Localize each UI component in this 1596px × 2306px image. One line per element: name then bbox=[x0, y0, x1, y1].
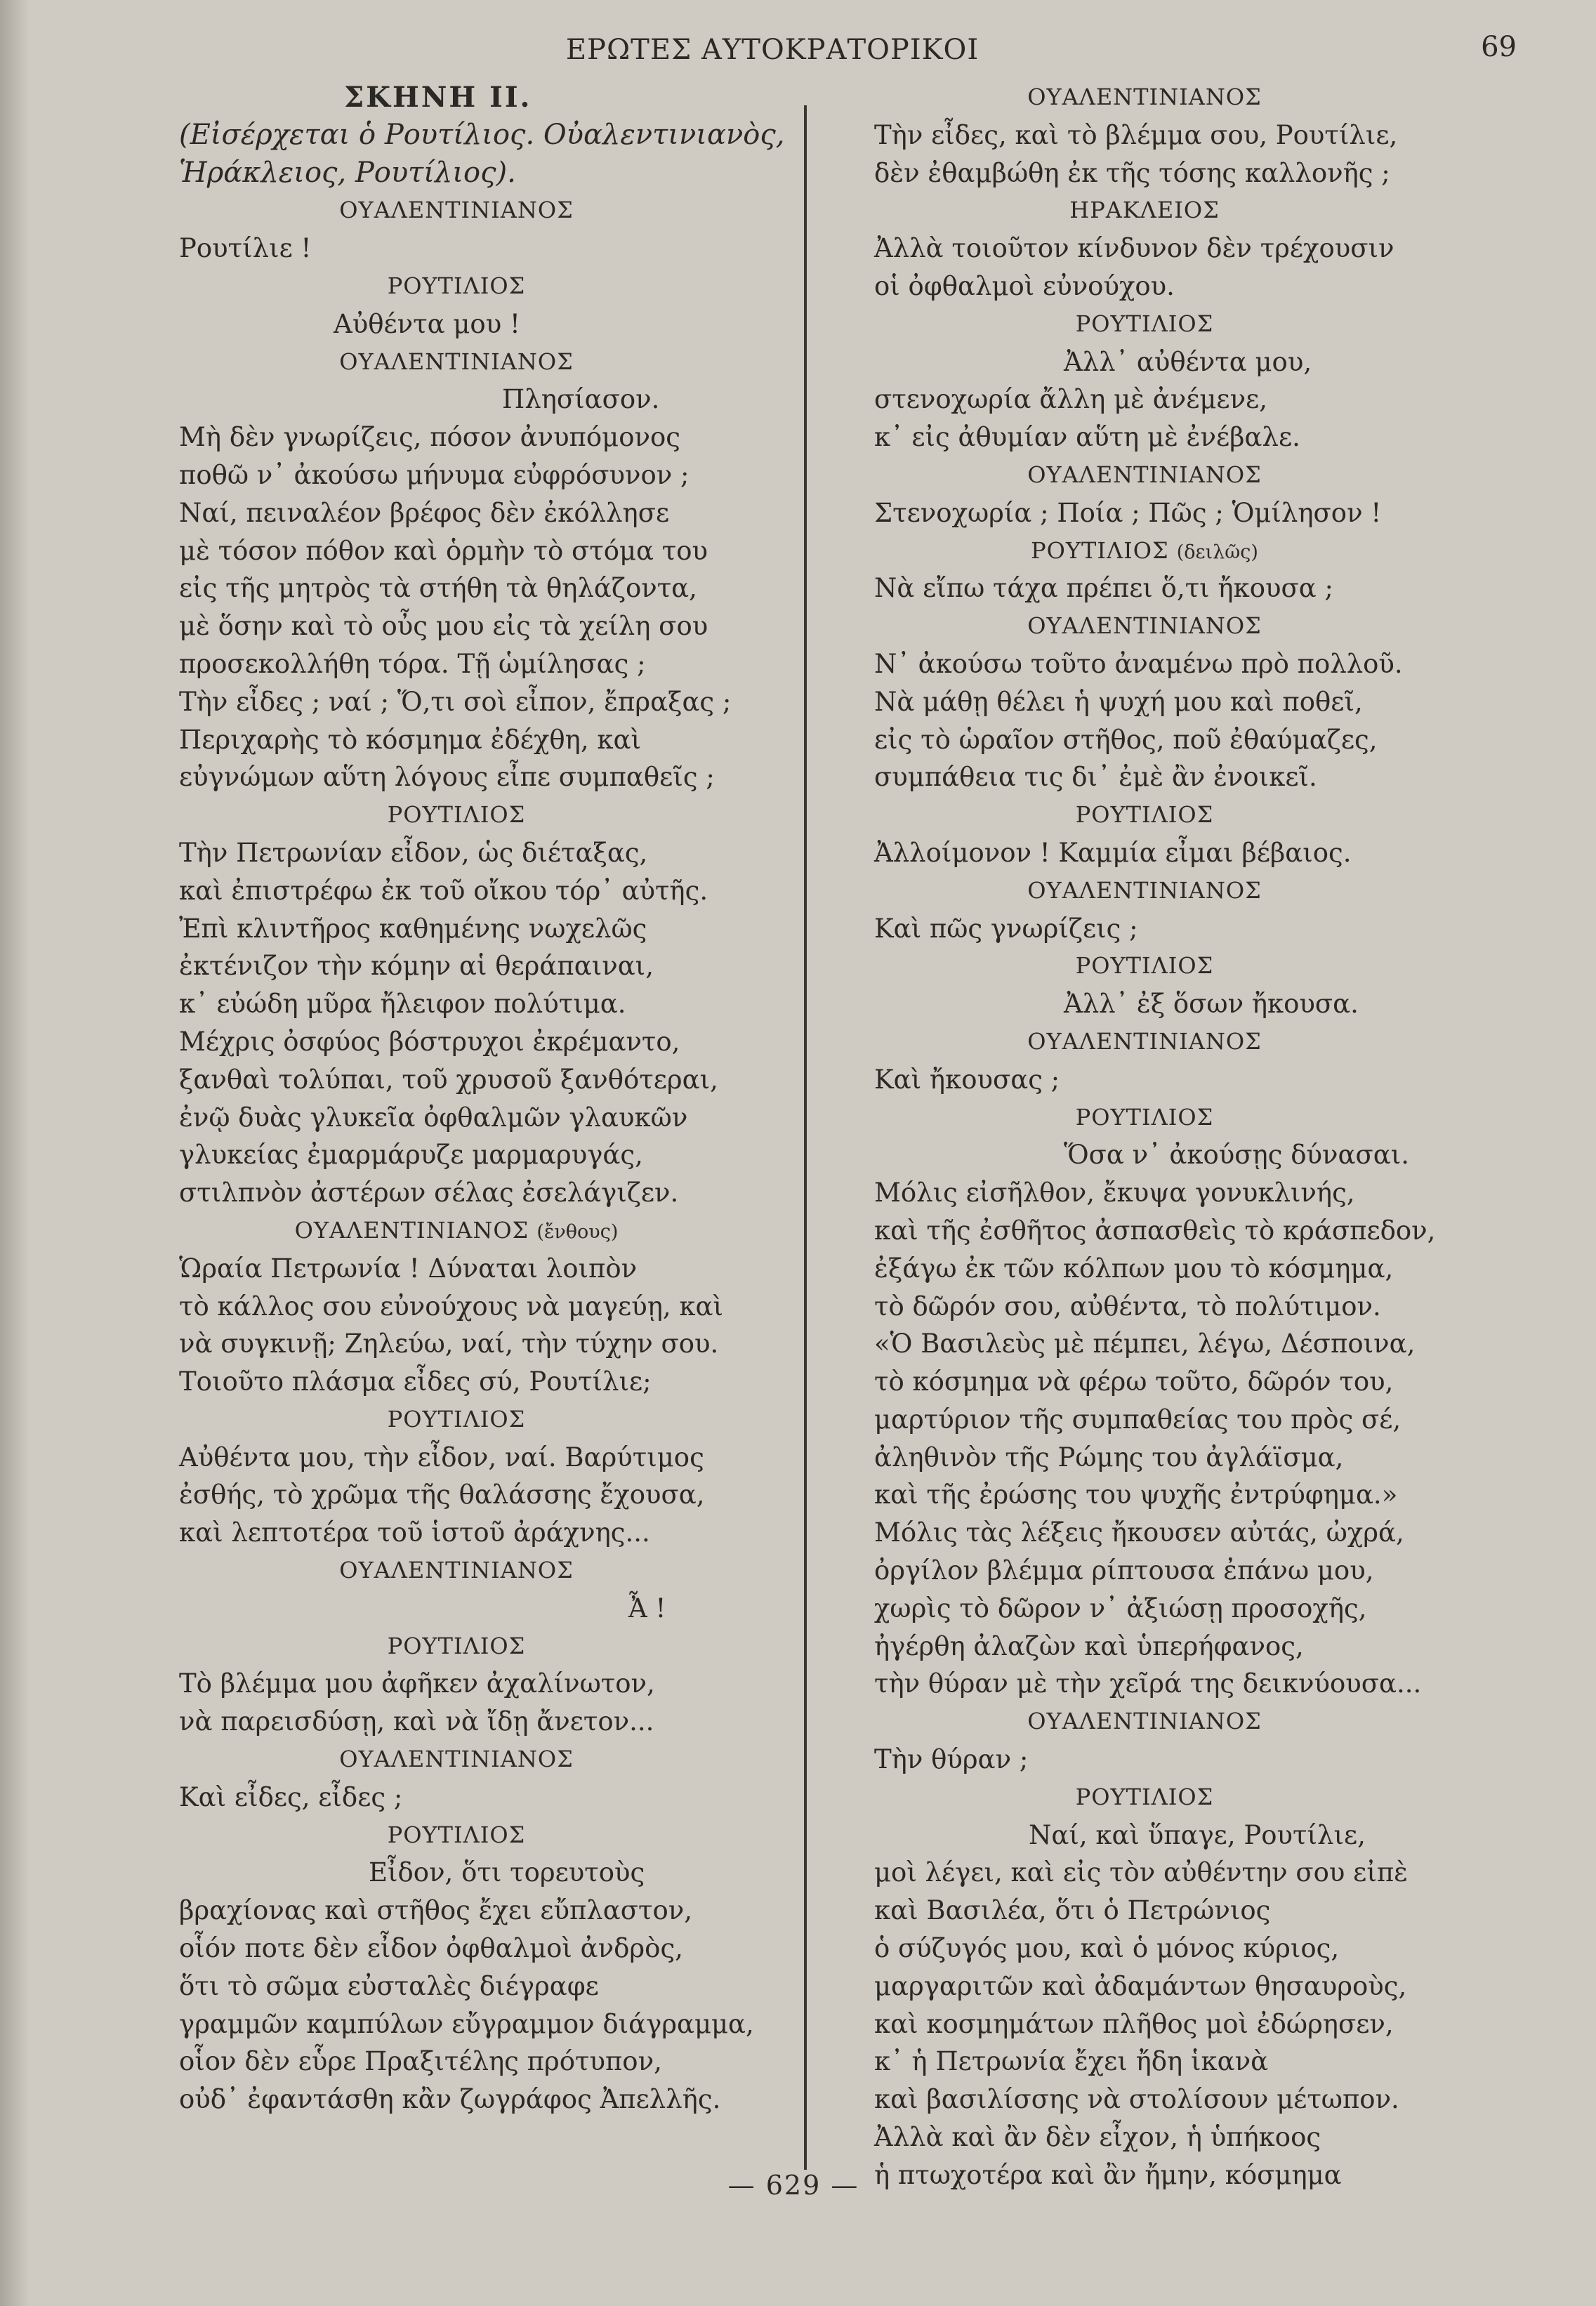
left-column bbox=[179, 79, 785, 2119]
speaker-label: ΟΥΑΛΕΝΤΙΝΙΑΝΟΣ bbox=[1027, 461, 1262, 488]
verse-line: ποθῶ ν᾿ ἀκούσω μήνυμα εὐφρόσυνον ; bbox=[179, 459, 690, 490]
speaker-label: ΟΥΑΛΕΝΤΙΝΙΑΝΟΣ bbox=[1027, 1027, 1262, 1055]
speaker-label: ΟΥΑΛΕΝΤΙΝΙΑΝΟΣ bbox=[339, 197, 574, 224]
speaker-name bbox=[179, 343, 734, 381]
column-rule bbox=[804, 105, 807, 2170]
verse-line: ἐξάγω ἐκ τῶν κόλπων μου τὸ κόσμημα, bbox=[874, 1253, 1394, 1284]
speaker-name bbox=[874, 79, 1415, 117]
speaker-label: ΟΥΑΛΕΝΤΙΝΙΑΝΟΣ bbox=[339, 348, 574, 375]
verse-line: καὶ λεπτοτέρα τοῦ ἱστοῦ ἀράχνης... bbox=[179, 1517, 650, 1548]
verse-line: Ναί, πειναλέον βρέφος δὲν ἐκόλλησε bbox=[179, 497, 670, 528]
verse-line: ἐνῷ δυὰς γλυκεῖα ὀφθαλμῶν γλαυκῶν bbox=[179, 1102, 688, 1133]
verse-line: οἷον δὲν εὗρε Πραξιτέλης πρότυπον, bbox=[179, 2046, 662, 2077]
verse-line: ἐκτένιζον τὴν κόμην αἱ θεράπαιναι, bbox=[179, 951, 654, 982]
speaker-label: ΡΟΥΤΙΛΙΟΣ bbox=[387, 272, 526, 299]
stage-direction: (Εἰσέρχεται ὁ Ρουτίλιος. Οὐαλεντινιανὸς, bbox=[179, 118, 785, 151]
verse-line: ἠγέρθη ἀλαζὼν καὶ ὑπερήφανος, bbox=[874, 1630, 1304, 1661]
speaker-name bbox=[874, 1703, 1415, 1741]
verse-line: Τοιοῦτο πλάσμα εἶδες σύ, Ρουτίλιε; bbox=[179, 1366, 652, 1397]
speaker-label: ΡΟΥΤΙΛΙΟΣ bbox=[1075, 952, 1214, 980]
verse-line: μὲ ὅσην καὶ τὸ οὖς μου εἰς τὰ χείλη σου bbox=[179, 611, 708, 642]
speaker-name bbox=[179, 192, 734, 230]
verse-line: προσεκολλήθη τόρα. Τῇ ὡμίλησας ; bbox=[179, 648, 646, 679]
verse-line: Εἶδον, ὅτι τορευτοὺς bbox=[369, 1857, 645, 1888]
verse-line: γραμμῶν καμπύλων εὔγραμμον διάγραμμα, bbox=[179, 2008, 754, 2039]
verse-line: ἡ πτωχοτέρα καὶ ἂν ἤμην, κόσμημα bbox=[874, 2159, 1342, 2190]
speaker-name bbox=[874, 796, 1415, 834]
page-number: — 629 — bbox=[727, 2170, 859, 2201]
verse-line: ὀργίλον βλέμμα ρίπτουσα ἐπάνω μου, bbox=[874, 1555, 1374, 1586]
speaker-label: ΟΥΑΛΕΝΤΙΝΙΑΝΟΣ bbox=[1027, 612, 1262, 640]
verse-line: ξανθαὶ τολύπαι, τοῦ χρυσοῦ ξανθότεραι, bbox=[179, 1064, 718, 1095]
speaker-label: ΟΥΑΛΕΝΤΙΝΙΑΝΟΣ bbox=[294, 1216, 529, 1244]
verse-line: μαρτύριον τῆς συμπαθείας του πρὸς σέ, bbox=[874, 1404, 1402, 1435]
verse-line: Αὐθέντα μου, τὴν εἶδον, ναί. Βαρύτιμος bbox=[179, 1442, 704, 1472]
verse-line: Πλησίασον. bbox=[502, 384, 660, 415]
verse-line: μὲ τόσον πόθον καὶ ὁρμὴν τὸ στόμα του bbox=[179, 535, 708, 566]
verse-line: Ἀλλοίμονον ! Καμμία εἶμαι βέβαιος. bbox=[874, 837, 1352, 868]
verse-line: Μόλις εἰσῆλθον, ἔκυψα γονυκλινής, bbox=[874, 1178, 1355, 1208]
speaker-name bbox=[874, 456, 1415, 494]
verse-line: οὐδ᾿ ἐφαντάσθη κἂν ζωγράφος Ἀπελλῆς. bbox=[179, 2084, 721, 2115]
verse-line: Μέχρις ὀσφύος βόστρυχοι ἐκρέμαντο, bbox=[179, 1026, 680, 1057]
speaker-name bbox=[874, 1779, 1415, 1817]
speaker-name bbox=[874, 192, 1415, 230]
speaker-name bbox=[874, 532, 1415, 570]
verse-line: μαργαριτῶν καὶ ἀδαμάντων θησαυροὺς, bbox=[874, 1970, 1407, 2001]
verse-line: Αὐθέντα μου ! bbox=[334, 308, 520, 339]
verse-line: οἱ ὀφθαλμοὶ εὐνούχου. bbox=[874, 270, 1175, 301]
speaker-name bbox=[179, 796, 734, 834]
verse-line: συμπάθεια τις δι᾿ ἐμὲ ἂν ἐνοικεῖ. bbox=[874, 762, 1317, 793]
verse-line: χωρὶς τὸ δῶρον ν᾿ ἀξιώσῃ προσοχῆς, bbox=[874, 1593, 1367, 1623]
verse-line: τὴν θύραν μὲ τὴν χεῖρά της δεικνύουσα... bbox=[874, 1668, 1422, 1699]
verse-line: κ᾿ εἰς ἀθυμίαν αὕτη μὲ ἐνέβαλε. bbox=[874, 422, 1300, 453]
verse-line: Τὴν Πετρωνίαν εἶδον, ὡς διέταξας, bbox=[179, 837, 648, 868]
verse-line: Καὶ πῶς γνωρίζεις ; bbox=[874, 913, 1138, 944]
verse-line: δὲν ἐθαμβώθη ἐκ τῆς τόσης καλλονῆς ; bbox=[874, 157, 1390, 188]
speaker-name bbox=[179, 1401, 734, 1439]
verse-line: ἀληθινὸν τῆς Ρώμης του ἀγλάϊσμα, bbox=[874, 1442, 1344, 1472]
verse-line: Στενοχωρία ; Ποία ; Πῶς ; Ὁμίλησον ! bbox=[874, 497, 1382, 528]
stage-direction: Ἡράκλειος, Ρουτίλιος). bbox=[179, 156, 516, 189]
speaker-label: ΡΟΥΤΙΛΙΟΣ bbox=[1031, 536, 1169, 564]
verse-line: ἐσθής, τὸ χρῶμα τῆς θαλάσσης ἔχουσα, bbox=[179, 1480, 705, 1510]
speaker-label: ΟΥΑΛΕΝΤΙΝΙΑΝΟΣ bbox=[339, 1557, 574, 1584]
verse-line: ὅτι τὸ σῶμα εὐσταλὲς διέγραφε bbox=[179, 1970, 599, 2001]
verse-line: εἰς τῆς μητρὸς τὰ στήθη τὰ θηλάζοντα, bbox=[179, 573, 697, 604]
speaker-name bbox=[874, 607, 1415, 645]
speaker-label: ΗΡΑΚΛΕΙΟΣ bbox=[1069, 197, 1220, 224]
speaker-label: ΟΥΑΛΕΝΤΙΝΙΑΝΟΣ bbox=[339, 1746, 574, 1773]
verse-line: στενοχωρία ἄλλη μὲ ἀνέμενε, bbox=[874, 384, 1268, 415]
verse-line: Τὴν εἶδες ; ναί ; Ὅ,τι σοὶ εἶπον, ἔπραξας ; bbox=[179, 686, 732, 717]
verse-line: στιλπνὸν ἀστέρων σέλας ἐσελάγιζεν. bbox=[179, 1178, 679, 1208]
speaker-label: ΟΥΑΛΕΝΤΙΝΙΑΝΟΣ bbox=[1027, 1708, 1262, 1735]
running-title: ΕΡΩΤΕΣ ΑΥΤΟΚΡΑΤΟΡΙΚΟΙ bbox=[565, 34, 980, 66]
verse-line: καὶ ἐπιστρέφω ἐκ τοῦ οἴκου τόρ᾿ αὐτῆς. bbox=[179, 875, 708, 906]
page-shadow-edge bbox=[0, 0, 29, 2306]
verse-line: εὐγνώμων αὕτη λόγους εἶπε συμπαθεῖς ; bbox=[179, 762, 715, 793]
verse-line: Ρουτίλιε ! bbox=[179, 233, 312, 264]
speaker-name bbox=[179, 1212, 734, 1250]
verse-line: νὰ συγκινῇ; Ζηλεύω, ναί, τὴν τύχην σου. bbox=[179, 1329, 719, 1359]
verse-line: νὰ παρεισδύσῃ, καὶ νὰ ἴδῃ ἄνετον... bbox=[179, 1706, 654, 1737]
speaker-name bbox=[874, 872, 1415, 910]
speaker-label: ΟΥΑΛΕΝΤΙΝΙΑΝΟΣ bbox=[1027, 84, 1262, 110]
speaker-name bbox=[179, 1741, 734, 1779]
speaker-name bbox=[874, 1023, 1415, 1061]
speaker-name bbox=[179, 1628, 734, 1666]
verse-line: ὁ σύζυγός μου, καὶ ὁ μόνος κύριος, bbox=[874, 1933, 1340, 1964]
speaker-label: ΡΟΥΤΙΛΙΟΣ bbox=[1075, 1783, 1214, 1810]
verse-line: Ἐπὶ κλιντῆρος καθημένης νωχελῶς bbox=[179, 913, 647, 944]
speaker-label: ΟΥΑΛΕΝΤΙΝΙΑΝΟΣ bbox=[1027, 876, 1262, 904]
verse-line: τὸ κάλλος σου εὐνούχους νὰ μαγεύῃ, καὶ bbox=[179, 1291, 724, 1322]
verse-line: βραχίονας καὶ στῆθος ἔχει εὔπλαστον, bbox=[179, 1895, 692, 1926]
verse-line: καὶ βασιλίσσης νὰ στολίσουν μέτωπον. bbox=[874, 2084, 1399, 2115]
verse-line: καὶ κοσμημάτων πλῆθος μοὶ ἐδώρησεν, bbox=[874, 2008, 1394, 2039]
verse-line: Ἀλλὰ καὶ ἂν δὲν εἶχον, ἡ ὑπήκοος bbox=[874, 2122, 1321, 2153]
speaker-name bbox=[179, 1817, 734, 1854]
verse-line: Μόλις τὰς λέξεις ἤκουσεν αὐτάς, ὠχρά, bbox=[874, 1517, 1404, 1548]
verse-line: Τὴν εἶδες, καὶ τὸ βλέμμα σου, Ρουτίλιε, bbox=[874, 119, 1398, 150]
verse-line: Ν᾿ ἀκούσω τοῦτο ἀναμένω πρὸ πολλοῦ. bbox=[874, 648, 1403, 679]
verse-line: τὸ δῶρόν σου, αὐθέντα, τὸ πολύτιμον. bbox=[874, 1291, 1381, 1322]
folio-number: 69 bbox=[1481, 31, 1517, 63]
speaker-label: ΡΟΥΤΙΛΙΟΣ bbox=[1075, 801, 1214, 829]
verse-line: μοὶ λέγει, καὶ εἰς τὸν αὐθέντην σου εἰπὲ bbox=[874, 1857, 1408, 1888]
verse-line: Καὶ ἤκουσας ; bbox=[874, 1064, 1060, 1095]
verse-line: Ἀλλ᾿ αὐθέντα μου, bbox=[1064, 346, 1312, 377]
verse-line: Ἀλλ᾿ ἐξ ὅσων ἤκουσα. bbox=[1064, 989, 1359, 1020]
speaker-label: ΡΟΥΤΙΛΙΟΣ bbox=[387, 1821, 526, 1848]
speaker-label: ΡΟΥΤΙΛΙΟΣ bbox=[387, 1632, 526, 1659]
scene-heading: ΣΚΗΝΗ ΙΙ. bbox=[344, 81, 532, 114]
speaker-name bbox=[874, 947, 1415, 985]
verse-line: Ἀλλὰ τοιοῦτον κίνδυνον δὲν τρέχουσιν bbox=[874, 233, 1394, 264]
verse-line: Νὰ εἴπω τάχα πρέπει ὅ,τι ἤκουσα ; bbox=[874, 573, 1333, 604]
verse-line: Ὡραία Πετρωνία ! Δύναται λοιπὸν bbox=[179, 1253, 638, 1284]
verse-line: Ἆ ! bbox=[628, 1593, 666, 1623]
verse-line: καὶ τῆς ἐσθῆτος ἀσπασθεὶς τὸ κράσπεδον, bbox=[874, 1215, 1436, 1246]
verse-line: Μὴ δὲν γνωρίζεις, πόσον ἀνυπόμονος bbox=[179, 422, 680, 453]
speaker-label: ΡΟΥΤΙΛΙΟΣ bbox=[1075, 310, 1214, 337]
speaker-name bbox=[874, 305, 1415, 343]
speaker-label: ΡΟΥΤΙΛΙΟΣ bbox=[387, 801, 526, 829]
verse-line: κ᾿ εὐώδη μῦρα ἤλειφον πολύτιμα. bbox=[179, 989, 626, 1020]
verse-line: Καὶ εἶδες, εἶδες ; bbox=[179, 1781, 403, 1812]
verse-line: Τὸ βλέμμα μου ἀφῆκεν ἀχαλίνωτον, bbox=[179, 1668, 655, 1699]
verse-line: γλυκείας ἐμαρμάρυζε μαρμαρυγάς, bbox=[179, 1140, 643, 1171]
verse-line: τὸ κόσμημα νὰ φέρω τοῦτο, δῶρόν του, bbox=[874, 1366, 1394, 1397]
verse-line: καὶ τῆς ἐρώσης του ψυχῆς ἐντρύφημα.» bbox=[874, 1480, 1398, 1510]
verse-line: «Ὁ Βασιλεὺς μὲ πέμπει, λέγω, Δέσποινα, bbox=[874, 1329, 1416, 1359]
verse-line: καὶ Βασιλέα, ὅτι ὁ Πετρώνιος bbox=[874, 1895, 1271, 1926]
verse-line: Νὰ μάθῃ θέλει ἡ ψυχή μου καὶ ποθεῖ, bbox=[874, 686, 1363, 717]
speaker-label: ΡΟΥΤΙΛΙΟΣ bbox=[387, 1405, 526, 1432]
speaker-name bbox=[179, 1552, 734, 1590]
verse-line: εἰς τὸ ὡραῖον στῆθος, ποῦ ἐθαύμαζες, bbox=[874, 724, 1378, 755]
stage-note: (ἔνθους) bbox=[536, 1220, 619, 1243]
verse-line: Ὅσα ν᾿ ἀκούσῃς δύνασαι. bbox=[1064, 1140, 1409, 1171]
verse-line: Ναί, καὶ ὕπαγε, Ρουτίλιε, bbox=[1029, 1819, 1366, 1850]
right-column bbox=[874, 79, 1436, 2194]
verse-line: κ᾿ ἡ Πετρωνία ἔχει ἤδη ἱκανὰ bbox=[874, 2046, 1269, 2077]
stage-note: (δειλῶς) bbox=[1176, 541, 1258, 563]
speaker-name bbox=[179, 268, 734, 305]
verse-line: οἷόν ποτε δὲν εἶδον ὀφθαλμοὶ ἀνδρὸς, bbox=[179, 1933, 683, 1964]
speaker-label: ΡΟΥΤΙΛΙΟΣ bbox=[1075, 1103, 1214, 1131]
verse-line: Τὴν θύραν ; bbox=[874, 1744, 1029, 1775]
verse-line: Περιχαρὴς τὸ κόσμημα ἐδέχθη, καὶ bbox=[179, 724, 641, 755]
speaker-name bbox=[874, 1099, 1415, 1137]
